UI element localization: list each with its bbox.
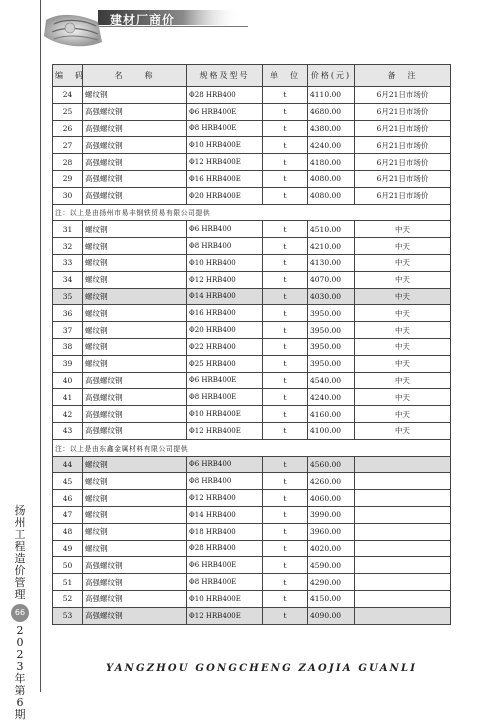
footer-journal-pinyin: YANGZHOU GONGCHENG ZAOJIA GUANLI (106, 663, 418, 674)
cell-price: 4160.00 (308, 406, 355, 423)
cell-code: 50 (53, 557, 83, 574)
table-header-row (53, 65, 451, 87)
table-row (53, 271, 451, 288)
cell-note (355, 456, 451, 473)
cell-price: 3960.00 (308, 523, 355, 540)
cell-code: 52 (53, 590, 83, 607)
cell-spec: Φ16 HRB400 (187, 305, 263, 322)
cell-price: 4090.00 (308, 607, 355, 624)
cell-name: 高强螺纹钢 (83, 137, 187, 154)
col-header-name: 名 称 (83, 65, 187, 87)
cell-unit: t (263, 254, 308, 271)
col-header-unit: 单 位 (263, 65, 308, 87)
cell-name: 高强螺纹钢 (83, 389, 187, 406)
cell-note: 6月21日市场价 (355, 87, 451, 104)
cell-name: 螺纹钢 (83, 355, 187, 372)
cell-name: 高强螺纹钢 (83, 590, 187, 607)
cell-spec: Φ28 HRB400 (187, 540, 263, 557)
cell-name: 螺纹钢 (83, 506, 187, 523)
cell-unit: t (263, 490, 308, 507)
cell-price: 4030.00 (308, 288, 355, 305)
cell-code: 40 (53, 372, 83, 389)
cell-unit: t (263, 170, 308, 187)
cell-code: 38 (53, 338, 83, 355)
cell-spec: Φ8 HRB400 (187, 473, 263, 490)
cell-price: 3950.00 (308, 355, 355, 372)
cell-spec: Φ8 HRB400 (187, 238, 263, 255)
cell-code: 35 (53, 288, 83, 305)
issue-label: 2 0 2 3 年 第 6 期 (14, 624, 26, 721)
cell-note (355, 540, 451, 557)
cell-name: 螺纹钢 (83, 540, 187, 557)
col-header-code: 编 码 (53, 65, 83, 87)
cell-note: 中天 (355, 389, 451, 406)
cell-spec: Φ6 HRB400 (187, 221, 263, 238)
cell-code: 47 (53, 506, 83, 523)
table-row (53, 103, 451, 120)
cell-unit: t (263, 238, 308, 255)
cell-price: 4240.00 (308, 137, 355, 154)
cell-code: 31 (53, 221, 83, 238)
cell-name: 螺纹钢 (83, 271, 187, 288)
table-row (53, 305, 451, 322)
cell-code: 42 (53, 406, 83, 423)
cell-spec: Φ10 HRB400E (187, 137, 263, 154)
cell-spec: Φ12 HRB400E (187, 154, 263, 171)
cell-name: 螺纹钢 (83, 473, 187, 490)
cell-code: 44 (53, 456, 83, 473)
table-row (53, 355, 451, 372)
cell-name: 螺纹钢 (83, 456, 187, 473)
cell-price: 4100.00 (308, 422, 355, 439)
cell-spec: Φ12 HRB400E (187, 422, 263, 439)
journal-name: 扬 州 工 程 造 价 管 理 (14, 504, 26, 601)
cell-unit: t (263, 87, 308, 104)
table-row (53, 456, 451, 473)
table-row (53, 523, 451, 540)
cell-price: 4180.00 (308, 154, 355, 171)
table-row (53, 506, 451, 523)
table-row (53, 254, 451, 271)
cell-unit: t (263, 389, 308, 406)
cell-name: 螺纹钢 (83, 254, 187, 271)
cell-spec: Φ12 HRB400 (187, 490, 263, 507)
cell-unit: t (263, 154, 308, 171)
cell-price: 4260.00 (308, 473, 355, 490)
cell-note: 中天 (355, 422, 451, 439)
left-margin-rule (40, 0, 41, 692)
cell-note: 6月21日市场价 (355, 103, 451, 120)
cell-code: 33 (53, 254, 83, 271)
cell-unit: t (263, 590, 308, 607)
table-row (53, 557, 451, 574)
cell-name: 高强螺纹钢 (83, 574, 187, 591)
cell-code: 45 (53, 473, 83, 490)
cell-note: 中天 (355, 406, 451, 423)
cell-code: 26 (53, 120, 83, 137)
cell-note: 中天 (355, 355, 451, 372)
cell-code: 24 (53, 87, 83, 104)
cell-unit: t (263, 523, 308, 540)
cell-price: 4210.00 (308, 238, 355, 255)
cell-unit: t (263, 473, 308, 490)
cell-code: 32 (53, 238, 83, 255)
cell-code: 46 (53, 490, 83, 507)
cell-price: 4560.00 (308, 456, 355, 473)
cell-unit: t (263, 305, 308, 322)
cell-note: 6月21日市场价 (355, 187, 451, 204)
cell-unit: t (263, 137, 308, 154)
cell-name: 螺纹钢 (83, 288, 187, 305)
cell-spec: Φ8 HRB400E (187, 574, 263, 591)
cell-name: 高强螺纹钢 (83, 607, 187, 624)
cell-price: 4290.00 (308, 574, 355, 591)
source-note: 注：以上是由东鑫金属材料有限公司提供 (53, 439, 451, 456)
cell-code: 25 (53, 103, 83, 120)
cell-unit: t (263, 557, 308, 574)
cell-price: 4080.00 (308, 187, 355, 204)
cell-note: 6月21日市场价 (355, 120, 451, 137)
cell-note (355, 506, 451, 523)
cell-code: 48 (53, 523, 83, 540)
table-row (53, 389, 451, 406)
cell-note (355, 574, 451, 591)
cell-note: 6月21日市场价 (355, 137, 451, 154)
cell-unit: t (263, 456, 308, 473)
cell-unit: t (263, 288, 308, 305)
cell-spec: Φ10 HRB400E (187, 590, 263, 607)
table-row (53, 87, 451, 104)
table-row (53, 187, 451, 204)
cell-unit: t (263, 574, 308, 591)
cell-price: 4110.00 (308, 87, 355, 104)
cell-note: 6月21日市场价 (355, 170, 451, 187)
cell-note (355, 490, 451, 507)
cell-code: 41 (53, 389, 83, 406)
cell-price: 4680.00 (308, 103, 355, 120)
col-header-spec: 规格及型号 (187, 65, 263, 87)
cell-code: 49 (53, 540, 83, 557)
cell-name: 高强螺纹钢 (83, 170, 187, 187)
cell-spec: Φ20 HRB400E (187, 187, 263, 204)
table-row (53, 170, 451, 187)
table-row (53, 607, 451, 624)
price-table (52, 64, 451, 625)
cell-code: 36 (53, 305, 83, 322)
cell-unit: t (263, 406, 308, 423)
cell-price: 4540.00 (308, 372, 355, 389)
table-row (53, 422, 451, 439)
cell-note: 中天 (355, 372, 451, 389)
cell-name: 高强螺纹钢 (83, 187, 187, 204)
cell-price: 4590.00 (308, 557, 355, 574)
cell-unit: t (263, 103, 308, 120)
cell-spec: Φ14 HRB400 (187, 506, 263, 523)
table-row (53, 473, 451, 490)
cell-name: 高强螺纹钢 (83, 406, 187, 423)
cell-unit: t (263, 271, 308, 288)
cell-unit: t (263, 338, 308, 355)
cell-price: 4070.00 (308, 271, 355, 288)
cell-name: 高强螺纹钢 (83, 103, 187, 120)
cell-price: 4130.00 (308, 254, 355, 271)
cell-unit: t (263, 540, 308, 557)
cell-name: 螺纹钢 (83, 490, 187, 507)
table-row (53, 154, 451, 171)
cell-name: 高强螺纹钢 (83, 120, 187, 137)
cell-unit: t (263, 422, 308, 439)
cell-name: 螺纹钢 (83, 338, 187, 355)
cell-spec: Φ10 HRB400E (187, 406, 263, 423)
cell-note (355, 473, 451, 490)
cell-code: 43 (53, 422, 83, 439)
col-header-price: 价格(元) (308, 65, 355, 87)
cell-code: 29 (53, 170, 83, 187)
cell-spec: Φ6 HRB400 (187, 456, 263, 473)
cell-spec: Φ8 HRB400E (187, 120, 263, 137)
cell-code: 53 (53, 607, 83, 624)
cell-price: 3990.00 (308, 506, 355, 523)
cell-price: 3950.00 (308, 305, 355, 322)
cell-note: 中天 (355, 221, 451, 238)
cell-code: 30 (53, 187, 83, 204)
cell-spec: Φ18 HRB400 (187, 523, 263, 540)
cell-spec: Φ28 HRB400 (187, 87, 263, 104)
table-row (53, 322, 451, 339)
cell-unit: t (263, 221, 308, 238)
cell-spec: Φ12 HRB400 (187, 271, 263, 288)
cell-code: 27 (53, 137, 83, 154)
cell-note: 中天 (355, 254, 451, 271)
cell-name: 高强螺纹钢 (83, 557, 187, 574)
cell-spec: Φ25 HRB400 (187, 355, 263, 372)
cell-price: 4510.00 (308, 221, 355, 238)
table-source-note-row (53, 204, 451, 221)
cell-code: 51 (53, 574, 83, 591)
cell-name: 螺纹钢 (83, 523, 187, 540)
cell-price: 4060.00 (308, 490, 355, 507)
cell-note (355, 607, 451, 624)
cell-price: 4150.00 (308, 590, 355, 607)
source-note: 注：以上是由扬州市易丰钢铁贸易有限公司提供 (53, 204, 451, 221)
cell-spec: Φ20 HRB400 (187, 322, 263, 339)
cell-price: 4240.00 (308, 389, 355, 406)
table-row (53, 221, 451, 238)
cell-unit: t (263, 355, 308, 372)
cell-name: 高强螺纹钢 (83, 154, 187, 171)
table-row (53, 120, 451, 137)
cell-name: 螺纹钢 (83, 238, 187, 255)
table-source-note-row (53, 439, 451, 456)
cell-code: 37 (53, 322, 83, 339)
cell-note (355, 557, 451, 574)
cell-spec: Φ12 HRB400E (187, 607, 263, 624)
cell-unit: t (263, 372, 308, 389)
cell-spec: Φ22 HRB400 (187, 338, 263, 355)
cell-unit: t (263, 506, 308, 523)
cell-spec: Φ6 HRB400E (187, 372, 263, 389)
cell-name: 螺纹钢 (83, 221, 187, 238)
table-row (53, 288, 451, 305)
table-row (53, 372, 451, 389)
cell-spec: Φ14 HRB400 (187, 288, 263, 305)
cell-code: 34 (53, 271, 83, 288)
table-row (53, 137, 451, 154)
table-row (53, 238, 451, 255)
cell-note: 中天 (355, 322, 451, 339)
cell-spec: Φ8 HRB400E (187, 389, 263, 406)
cell-note: 6月21日市场价 (355, 154, 451, 171)
cell-note: 中天 (355, 271, 451, 288)
cell-note: 中天 (355, 288, 451, 305)
cell-price: 4080.00 (308, 170, 355, 187)
cell-name: 高强螺纹钢 (83, 422, 187, 439)
cell-note (355, 523, 451, 540)
section-title: 建材厂商价 (110, 13, 176, 27)
cell-note: 中天 (355, 338, 451, 355)
col-header-note: 备 注 (355, 65, 451, 87)
table-row (53, 490, 451, 507)
cell-unit: t (263, 187, 308, 204)
cell-unit: t (263, 322, 308, 339)
table-row (53, 338, 451, 355)
cell-note: 中天 (355, 238, 451, 255)
cell-spec: Φ16 HRB400E (187, 170, 263, 187)
journal-side-label (10, 505, 30, 721)
cell-spec: Φ10 HRB400 (187, 254, 263, 271)
cell-code: 28 (53, 154, 83, 171)
cell-note (355, 590, 451, 607)
table-body (53, 87, 451, 625)
cell-spec: Φ6 HRB400E (187, 103, 263, 120)
table-row (53, 540, 451, 557)
cell-unit: t (263, 120, 308, 137)
table-row (53, 574, 451, 591)
cell-name: 螺纹钢 (83, 305, 187, 322)
cell-name: 高强螺纹钢 (83, 372, 187, 389)
cell-price: 4380.00 (308, 120, 355, 137)
cell-name: 螺纹钢 (83, 87, 187, 104)
cell-price: 3950.00 (308, 322, 355, 339)
cell-name: 螺纹钢 (83, 322, 187, 339)
table-row (53, 406, 451, 423)
cell-unit: t (263, 607, 308, 624)
cell-spec: Φ6 HRB400E (187, 557, 263, 574)
page-number-badge: 66 (11, 604, 29, 622)
cell-price: 4020.00 (308, 540, 355, 557)
table-row (53, 590, 451, 607)
cell-price: 3950.00 (308, 338, 355, 355)
cell-note: 中天 (355, 305, 451, 322)
cell-code: 39 (53, 355, 83, 372)
